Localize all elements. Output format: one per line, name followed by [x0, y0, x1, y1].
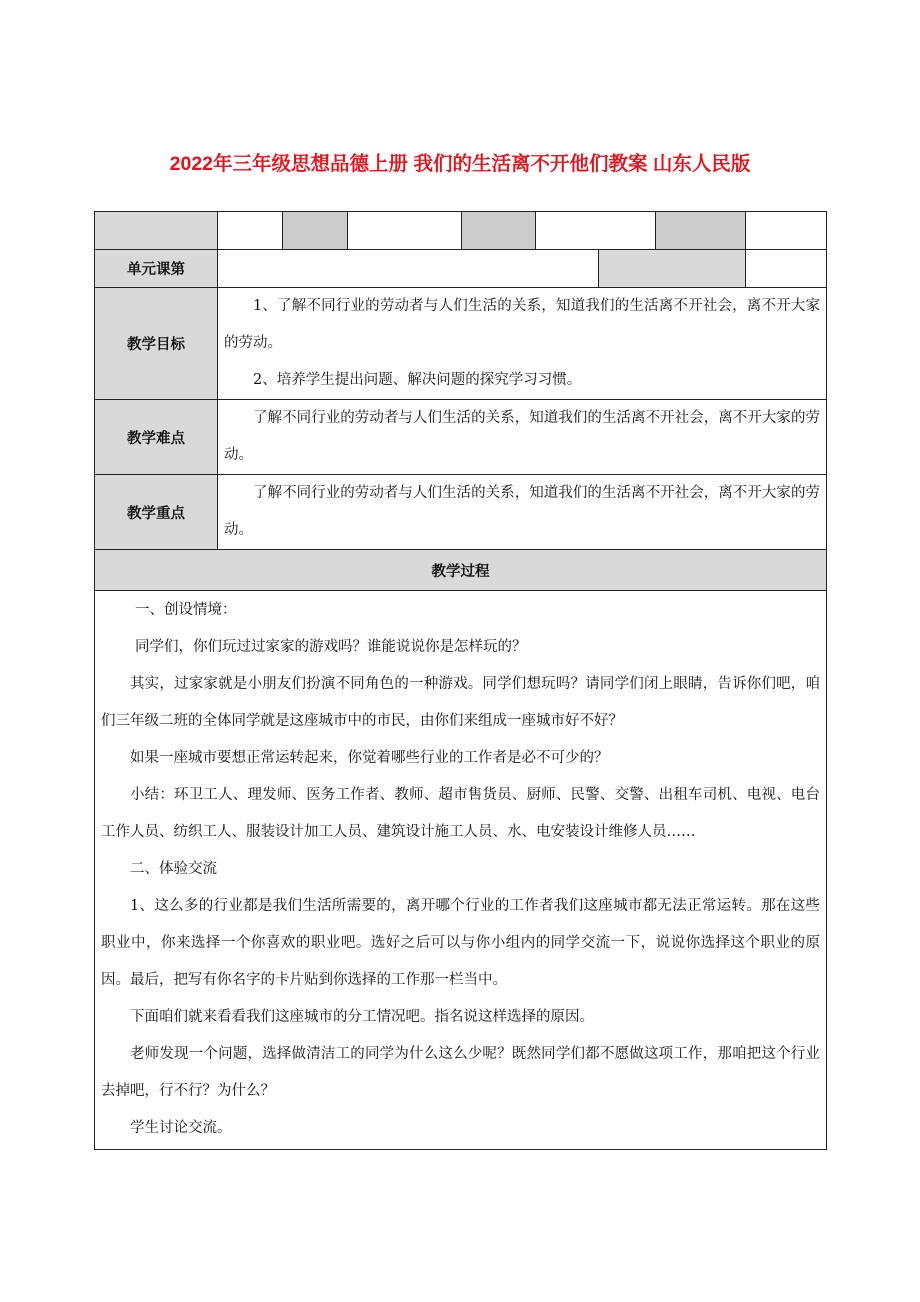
process-paragraph: 老师发现一个问题，选择做清洁工的同学为什么这么少呢？既然同学们都不愿做这项工作，那咱把这个行业去掉吧，行不行？为什么？ — [101, 1046, 820, 1099]
key-points-label: 教学重点 — [95, 475, 218, 550]
difficulty-text: 了解不同行业的劳动者与人们生活的关系，知道我们的生活离不开社会，离不开大家的劳动。 — [224, 410, 820, 463]
difficulty-content — [218, 400, 827, 475]
header-cell-7 — [746, 212, 827, 250]
unit-cell-3 — [746, 250, 827, 288]
objective-item: 2、培养学生提出问题、解决问题的探究学习习惯。 — [253, 372, 582, 388]
objectives-content — [218, 288, 827, 400]
process-paragraph: 1、这么多的行业都是我们生活所需要的，离开哪个行业的工作者我们这座城市都无法正常运转。那在这些职业中，你来选择一个你喜欢的职业吧。选好之后可以与你小组内的同学交流一下，说说你选择这个职业的原因。最后，把写有你名字的卡片贴到你选择的工作那一栏当中。 — [101, 898, 820, 988]
header-cell-6 — [656, 212, 746, 250]
process-paragraph: 如果一座城市要想正常运转起来，你觉着哪些行业的工作者是必不可少的？ — [130, 750, 609, 766]
objective-item: 1、了解不同行业的劳动者与人们生活的关系，知道我们的生活离不开社会，离不开大家的劳动。 — [224, 298, 820, 351]
process-paragraph: 学生讨论交流。 — [130, 1120, 232, 1136]
process-header-row — [95, 550, 827, 591]
process-header: 教学过程 — [95, 550, 827, 591]
header-cell-5 — [536, 212, 656, 250]
header-info-row — [95, 212, 827, 250]
process-paragraph: 二、体验交流 — [130, 861, 217, 877]
objectives-row — [95, 288, 827, 400]
lesson-plan-table — [94, 211, 827, 1150]
process-body-row — [95, 591, 827, 1150]
process-paragraph: 其实，过家家就是小朋友们扮演不同角色的一种游戏。同学们想玩吗？请同学们闭上眼睛，告诉你们吧，咱们三年级二班的全体同学就是这座城市中的市民，由你们来组成一座城市好不好？ — [101, 676, 820, 729]
key-points-content — [218, 475, 827, 550]
header-label-cell — [95, 212, 218, 250]
unit-row — [95, 250, 827, 288]
difficulty-label: 教学难点 — [95, 400, 218, 475]
process-paragraph: 下面咱们就来看看我们这座城市的分工情况吧。指名说这样选择的原因。 — [130, 1009, 594, 1025]
document-title: 2022年三年级思想品德上册 我们的生活离不开他们教案 山东人民版 — [169, 153, 751, 175]
difficulty-row — [95, 400, 827, 475]
header-cell-4 — [462, 212, 536, 250]
key-points-text: 了解不同行业的劳动者与人们生活的关系，知道我们的生活离不开社会，离不开大家的劳动。 — [224, 485, 820, 538]
unit-cell-1 — [218, 250, 599, 288]
unit-cell-2 — [599, 250, 746, 288]
unit-label: 单元课第 — [95, 250, 218, 288]
objectives-label: 教学目标 — [95, 288, 218, 400]
process-paragraph: 同学们，你们玩过过家家的游戏吗？谁能说说你是怎样玩的？ — [135, 639, 527, 655]
process-paragraph: 小结：环卫工人、理发师、医务工作者、教师、超市售货员、厨师、民警、交警、出租车司机、电视、电台工作人员、纺织工人、服装设计加工人员、建筑设计施工人员、水、电安装设计维修人员…… — [101, 787, 820, 840]
header-cell-1 — [218, 212, 283, 250]
process-content — [95, 591, 827, 1150]
key-points-row — [95, 475, 827, 550]
header-cell-2 — [283, 212, 348, 250]
process-paragraph: 一、创设情境： — [135, 602, 237, 618]
process-paragraphs — [95, 592, 826, 1147]
header-cell-3 — [348, 212, 462, 250]
